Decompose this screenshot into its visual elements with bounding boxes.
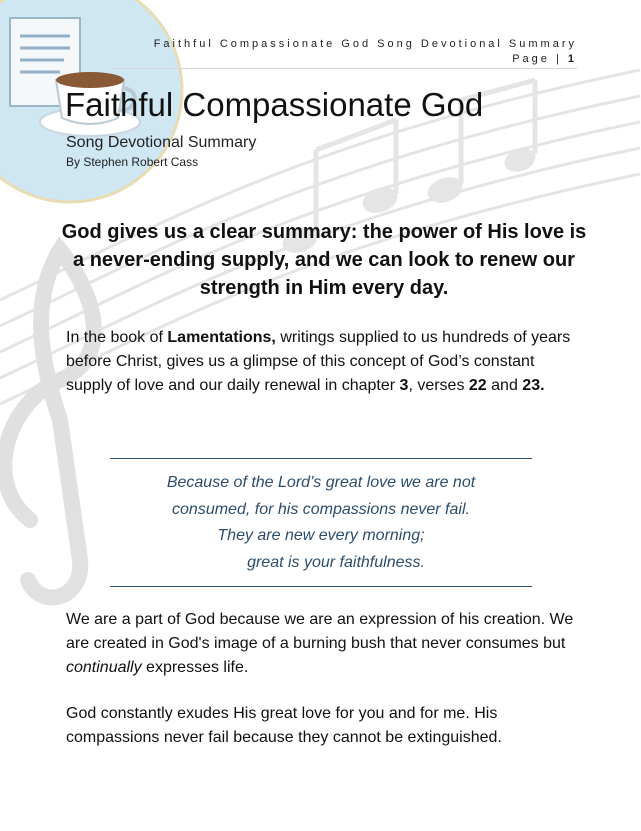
quote-line: consumed, for his compassions never fail. xyxy=(172,500,470,518)
quote-bottom-rule xyxy=(110,586,532,587)
text-span: writings supplied to us hundreds of years before Christ, gives us a glimpse of this concept of God’s constant supply of love and our daily renewal in chapter xyxy=(66,329,571,394)
text-span: We are a part of God because we are an expression of his creation. We are created in God's image of a burning bush that never consumes but xyxy=(66,611,574,652)
quote-line: great is your faithfulness. xyxy=(247,553,425,571)
quote-line: Because of the Lord’s great love we are not xyxy=(166,474,476,491)
lead-statement: God gives us a clear summary: the power of His love is a never-ending supply, and we can look to renew our strength in Him every day. xyxy=(61,221,587,299)
header-title: Faithful Compassionate God Song Devotional Summary xyxy=(153,38,577,50)
text-span: expresses life. xyxy=(141,659,249,676)
quote-line: They are new every morning; xyxy=(217,527,425,544)
text-span: , verses xyxy=(408,377,469,394)
verse-number: 23. xyxy=(522,377,545,394)
text-span: In the book of xyxy=(66,329,168,346)
header-divider xyxy=(112,68,577,69)
quote-top-rule xyxy=(110,458,532,459)
document-title: Faithful Compassionate God xyxy=(65,86,484,123)
page-indicator xyxy=(154,53,577,65)
chapter-number: 3 xyxy=(399,377,409,394)
scripture-quote xyxy=(110,470,532,576)
author-byline: By Stephen Robert Cass xyxy=(66,155,199,169)
emphasis: continually xyxy=(66,659,142,676)
running-header xyxy=(154,38,577,65)
text-span: and xyxy=(486,377,523,394)
paragraph-creation xyxy=(66,608,584,680)
book-name: Lamentations, xyxy=(167,329,276,346)
paragraph-love: God constantly exudes His great love for you and for me. His compassions never fail because they cannot be extinguished. xyxy=(66,705,502,746)
verse-number: 22 xyxy=(468,377,487,394)
page-label: Page | xyxy=(512,53,568,65)
paragraph-lamentations xyxy=(66,326,584,398)
page-number: 1 xyxy=(567,53,577,65)
document-subtitle: Song Devotional Summary xyxy=(66,134,257,151)
